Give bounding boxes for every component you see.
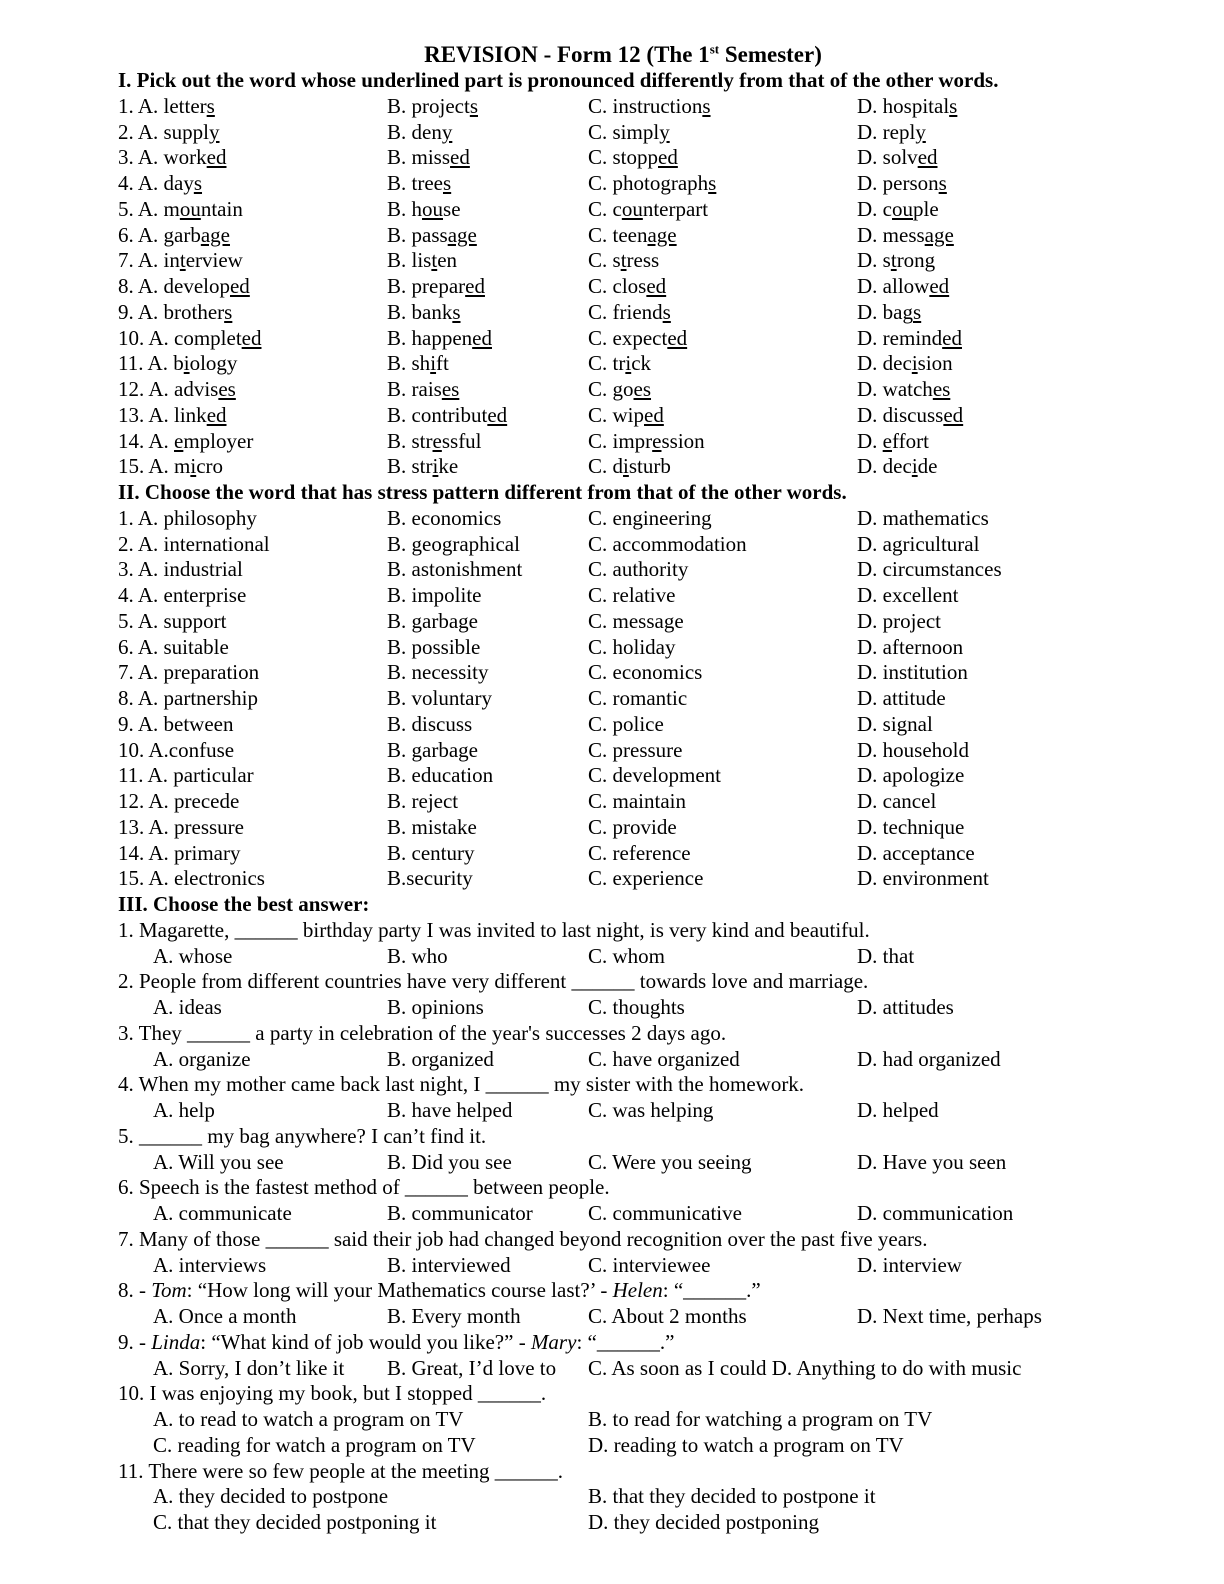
option-d: D. technique [857,814,965,839]
underlined-part: ed [929,274,950,298]
underlined-part: t [179,248,186,273]
option-d: D. they decided postponing [588,1510,819,1534]
option-d: D. agricultural [857,531,980,556]
underlined-part: ou [179,196,201,221]
option-a: 3. A. worked [118,145,227,170]
option-b: B. astonishment [387,557,523,582]
pronunciation-item-9 [118,300,1128,326]
option-b: B. that they decided to postpone it [588,1484,876,1509]
underlined-part: ed [206,145,227,170]
option-b: B. century [387,840,475,865]
option-c: C. Were you seeing [588,1149,752,1174]
option-d: D. signal [857,711,933,736]
pronunciation-item-13 [118,403,1128,429]
option-d: D. mathematics [857,505,989,530]
option-b: B. stressful [387,428,482,453]
option-a: 6. A. garbage [118,222,230,247]
option-d: D. Next time, perhaps [857,1304,1042,1328]
option-a: 7. A. interview [118,248,243,273]
underlined-part: ed [229,274,250,298]
underlined-part: es [441,377,460,401]
option-d: D. had organized [857,1046,1001,1071]
option-d: D. watches [857,377,951,401]
option-d: D. helped [857,1098,939,1122]
pronunciation-item-10 [118,326,1128,352]
option-c: C. photographs [588,171,717,195]
option-b: B. happened [387,325,492,350]
option-a: 12. A. precede [118,789,240,813]
option-b: B. reject [387,789,459,813]
stress-item-5 [118,609,1128,635]
underlined-part: ed [646,274,667,298]
underlined-part: e [432,428,442,453]
underlined-part: ou [892,196,913,221]
underlined-part: ed [943,402,964,427]
option-b: B. prepared [387,274,485,298]
speaker-name: Tom [151,1278,187,1303]
question-7-options [118,1253,1128,1279]
speaker-name: Linda [151,1329,201,1354]
question-1: 1. Magarette, ______ birthday party I was invited to last night, is very kind and beautiful. [118,917,870,942]
option-d: D. discussed [857,402,964,427]
underlined-part: ed [472,325,492,350]
worksheet-page [118,42,1128,1536]
underlined-part: i [432,454,439,479]
option-b: B. shift [387,351,449,376]
option-a: 15. A. electronics [118,866,265,891]
option-a: 2. A. international [118,531,270,556]
section-1-list [118,94,1128,480]
underlined-part: ed [667,325,688,350]
option-b: B. interviewed [387,1252,511,1277]
option-a: A. help [153,1098,215,1122]
underlined-part: s [702,93,711,118]
option-d: D. reading to watch a program on TV [588,1432,904,1457]
option-a: A. Once a month [153,1304,297,1328]
underlined-part: i [911,351,918,376]
stress-item-11 [118,763,1128,789]
underlined-part: i [183,351,190,376]
option-d: D. effort [857,428,929,453]
option-a: 12. A. advises [118,377,236,401]
option-c: C. pressure [588,737,683,762]
option-b: B. economics [387,505,502,530]
option-b: B. mistake [387,814,477,839]
option-a: 4. A. days [118,171,203,195]
underlined-part: i [430,351,437,376]
option-d: D. decision [857,351,953,376]
option-a: 3. A. industrial [118,557,243,582]
option-b: B. raises [387,377,460,401]
option-c: C. stopped [588,145,678,170]
option-d: D. persons [857,171,947,195]
underlined-part: t [431,248,438,273]
option-a: 11. A. particular [118,763,254,788]
option-c-d: C. As soon as I could D. Anything to do with music [588,1355,1022,1380]
option-a: 11. A. biology [118,351,238,376]
question-9: 9. - Linda: “What kind of job would you like?” - Mary: “______.” [118,1329,675,1354]
option-b: B. deny [387,119,453,144]
option-c: C. wiped [588,402,664,427]
question-6: 6. Speech is the fastest method of ______ between people. [118,1175,610,1200]
underlined-part: s [662,299,671,324]
question-5: 5. ______ my bag anywhere? I can’t find it. [118,1123,487,1148]
option-d: D. household [857,737,969,762]
underlined-part: y [659,119,670,144]
option-c: C. development [588,763,721,788]
option-d: D. reply [857,119,926,144]
underlined-part: ed [206,402,227,427]
option-c: C. goes [588,377,652,401]
section-2-list [118,506,1128,892]
stress-item-12 [118,789,1128,815]
pronunciation-item-11 [118,351,1128,377]
option-c: C. authority [588,557,689,582]
option-d: D. hospitals [857,93,958,118]
option-b: B. communicator [387,1201,533,1225]
option-a: A. they decided to postpone [153,1484,389,1509]
option-a: 13. A. pressure [118,814,244,839]
stress-item-4 [118,583,1128,609]
option-c: C. trick [588,351,652,376]
question-9-options [118,1356,1128,1382]
option-a: 6. A. suitable [118,634,229,659]
option-b: B. organized [387,1046,494,1071]
option-d: D. acceptance [857,840,975,865]
option-b: B. trees [387,171,452,195]
stress-item-13 [118,815,1128,841]
option-c: C. police [588,711,664,736]
stress-item-14 [118,841,1128,867]
option-b: B. house [387,196,461,221]
stress-item-8 [118,686,1128,712]
underlined-part: s [913,299,922,324]
stress-item-2 [118,532,1128,558]
option-d: D. interview [857,1252,962,1277]
option-a: A. to read to watch a program on TV [153,1407,464,1431]
stress-item-7 [118,660,1128,686]
option-d: D. that [857,943,915,968]
question-11-options-ab [118,1484,1128,1510]
option-d: D. excellent [857,583,959,607]
option-a: 14. A. employer [118,428,254,453]
option-b: B. Did you see [387,1149,512,1174]
option-b: B. to read for watching a program on TV [588,1407,933,1431]
underlined-part: ed [942,325,962,350]
speaker-name: Mary [530,1329,577,1354]
option-b: B. possible [387,634,481,659]
underlined-part: s [193,171,203,195]
underlined-part: i [190,454,197,479]
option-a: 7. A. preparation [118,660,260,685]
option-a: 13. A. linked [118,402,227,427]
option-b: B. garbage [387,737,478,762]
option-c: C. friends [588,299,671,324]
option-c: C. provide [588,814,677,839]
option-a: 2. A. supply [118,119,220,144]
underlined-part: y [441,119,453,144]
option-a: 5. A. mountain [118,196,243,221]
option-c: C. message [588,608,684,633]
option-d: D. apologize [857,763,965,788]
question-4-options [118,1098,1128,1124]
option-c: C. instructions [588,93,711,118]
question-10-options-ab [118,1407,1128,1433]
question-2-options [118,995,1128,1021]
section-2-heading: II. Choose the word that has stress pattern different from that of the other words. [118,480,847,504]
option-b: B. opinions [387,995,484,1019]
option-a: 9. A. brothers [118,299,233,324]
stress-item-9 [118,712,1128,738]
underlined-part: ed [465,274,485,298]
option-a: 8. A. developed [118,274,250,298]
underlined-part: ed [450,145,470,170]
option-c: C. holiday [588,634,676,659]
question-6-options [118,1201,1128,1227]
question-4: 4. When my mother came back last night, I ______ my sister with the homework. [118,1072,805,1097]
option-b: B. Every month [387,1304,521,1328]
option-d: D. Have you seen [857,1149,1007,1174]
underlined-part: e [174,428,184,453]
option-a: 14. A. primary [118,840,241,865]
option-d: D. couple [857,196,939,221]
option-a: 1. A. letters [118,93,215,118]
option-c: C. economics [588,660,703,685]
option-a: A. communicate [153,1201,292,1225]
underlined-part: ed [658,145,678,170]
option-b: B. passage [387,222,477,247]
underlined-part: age [924,222,954,247]
underlined-part: t [620,248,627,273]
underlined-part: s [442,171,452,195]
question-11: 11. There were so few people at the meeting ______. [118,1458,563,1483]
option-b: B. missed [387,145,470,170]
underlined-part: age [647,222,677,247]
underlined-part: ed [917,145,938,170]
pronunciation-item-1 [118,94,1128,120]
option-d: D. cancel [857,789,937,813]
option-c: C. closed [588,274,667,298]
option-d: D. environment [857,866,989,891]
pronunciation-item-3 [118,145,1128,171]
option-b: B. contributed [387,402,508,427]
option-c: C. teenage [588,222,677,247]
option-b: B. have helped [387,1098,513,1122]
underlined-part: e [882,428,892,453]
underlined-part: age [200,222,230,247]
underlined-part: age [447,222,477,247]
pronunciation-item-14 [118,429,1128,455]
underlined-part: i [623,454,629,479]
option-d: D. institution [857,660,968,685]
underlined-part: ed [487,402,508,427]
option-a: 4. A. enterprise [118,583,247,607]
pronunciation-item-8 [118,274,1128,300]
speaker-name: Helen [612,1278,663,1303]
underlined-part: y [915,119,926,144]
underlined-part: t [890,248,897,273]
option-a: 10. A.confuse [118,737,235,762]
question-5-options [118,1150,1128,1176]
option-c: C. interviewee [588,1252,711,1277]
stress-item-1 [118,506,1128,532]
stress-item-3 [118,557,1128,583]
pronunciation-item-6 [118,223,1128,249]
option-d: D. allowed [857,274,950,298]
option-b: B.security [387,866,473,891]
underlined-part: s [206,93,215,118]
page-title: REVISION - Form 12 (The 1st Semester) [424,41,822,67]
option-c: C. was helping [588,1098,714,1122]
option-a: A. organize [153,1046,251,1071]
underlined-part: ou [621,196,643,221]
option-d: D. attitudes [857,995,954,1019]
option-c: C. experience [588,866,704,891]
stress-item-10 [118,738,1128,764]
option-b: B. strike [387,454,459,479]
option-d: D. communication [857,1201,1014,1225]
option-c: C. accommodation [588,531,747,556]
option-c: C. reference [588,840,691,865]
option-a: 8. A. partnership [118,686,258,710]
underlined-part: s [949,93,958,118]
option-b: B. Great, I’d love to [387,1355,557,1380]
underlined-part: s [224,299,233,324]
pronunciation-item-2 [118,120,1128,146]
underlined-part: i [625,351,632,376]
question-8: 8. - Tom: “How long will your Mathematics course last?’ - Helen: “______.” [118,1278,761,1303]
question-3: 3. They ______ a party in celebration of the year's successes 2 days ago. [118,1020,727,1045]
question-3-options [118,1047,1128,1073]
question-11-options-cd [118,1510,1128,1536]
option-c: C. communicative [588,1201,742,1225]
option-b: B. banks [387,299,461,324]
option-a: 9. A. between [118,711,234,736]
option-b: B. who [387,943,448,968]
option-a: A. ideas [153,995,222,1019]
underlined-part: es [932,377,951,401]
option-d: D. solved [857,145,938,170]
option-a: 1. A. philosophy [118,505,257,530]
option-c: C. whom [588,943,666,968]
section-3-heading: III. Choose the best answer: [118,892,370,916]
option-a: 15. A. micro [118,454,224,479]
option-a: 10. A. completed [118,325,262,350]
option-a: A. interviews [153,1252,267,1277]
stress-item-15 [118,866,1128,892]
option-d: D. circumstances [857,557,1002,582]
option-c: C. engineering [588,505,712,530]
underlined-part: s [708,171,717,195]
option-c: C. About 2 months [588,1304,747,1328]
stress-item-6 [118,635,1128,661]
option-c: C. counterpart [588,196,709,221]
option-a: 5. A. support [118,608,227,633]
underlined-part: ed [241,325,262,350]
section-1-heading: I. Pick out the word whose underlined part is pronounced differently from that of the other words. [118,68,999,92]
underlined-part: e [652,428,662,453]
option-c: C. relative [588,583,676,607]
pronunciation-item-4 [118,171,1128,197]
underlined-part: s [938,171,947,195]
option-b: B. impolite [387,583,482,607]
option-d: D. message [857,222,954,247]
option-d: D. afternoon [857,634,964,659]
option-c: C. simply [588,119,670,144]
option-c: C. that they decided postponing it [153,1510,437,1534]
pronunciation-item-12 [118,377,1128,403]
question-1-options [118,944,1128,970]
underlined-part: es [218,377,236,401]
option-d: D. bags [857,299,922,324]
option-d: D. attitude [857,686,946,710]
option-b: B. projects [387,93,478,118]
option-d: D. project [857,608,941,633]
pronunciation-item-15 [118,454,1128,480]
option-b: B. garbage [387,608,478,633]
question-7: 7. Many of those ______ said their job had changed beyond recognition over the past five years. [118,1226,928,1251]
option-c: C. thoughts [588,995,685,1019]
underlined-part: ed [644,402,664,427]
option-b: B. geographical [387,531,520,556]
question-8-options [118,1304,1128,1330]
option-b: B. discuss [387,711,473,736]
pronunciation-item-5 [118,197,1128,223]
option-c: C. stress [588,248,660,273]
option-c: C. maintain [588,789,686,813]
option-b: B. voluntary [387,686,492,710]
question-2: 2. People from different countries have very different ______ towards love and marriage. [118,969,869,994]
underlined-part: y [209,119,220,144]
option-b: B. listen [387,248,458,273]
underlined-part: i [911,454,918,479]
option-a: A. Sorry, I don’t like it [153,1355,345,1380]
option-a: A. whose [153,943,233,968]
option-d: D. strong [857,248,936,273]
option-a: A. Will you see [153,1149,284,1174]
underlined-part: es [633,377,652,401]
question-10: 10. I was enjoying my book, but I stopped ______. [118,1381,547,1406]
question-10-options-cd [118,1433,1128,1459]
pronunciation-item-7 [118,248,1128,274]
option-c: C. expected [588,325,688,350]
underlined-part: s [469,93,478,118]
underlined-part: s [452,299,461,324]
option-c: C. disturb [588,454,671,479]
option-c: C. impression [588,428,705,453]
option-b: B. necessity [387,660,489,685]
option-c: C. have organized [588,1046,740,1071]
option-c: C. reading for watch a program on TV [153,1432,476,1457]
underlined-part: ou [422,196,444,221]
option-d: D. decide [857,454,938,479]
option-c: C. romantic [588,686,688,710]
option-d: D. reminded [857,325,962,350]
option-b: B. education [387,763,494,788]
